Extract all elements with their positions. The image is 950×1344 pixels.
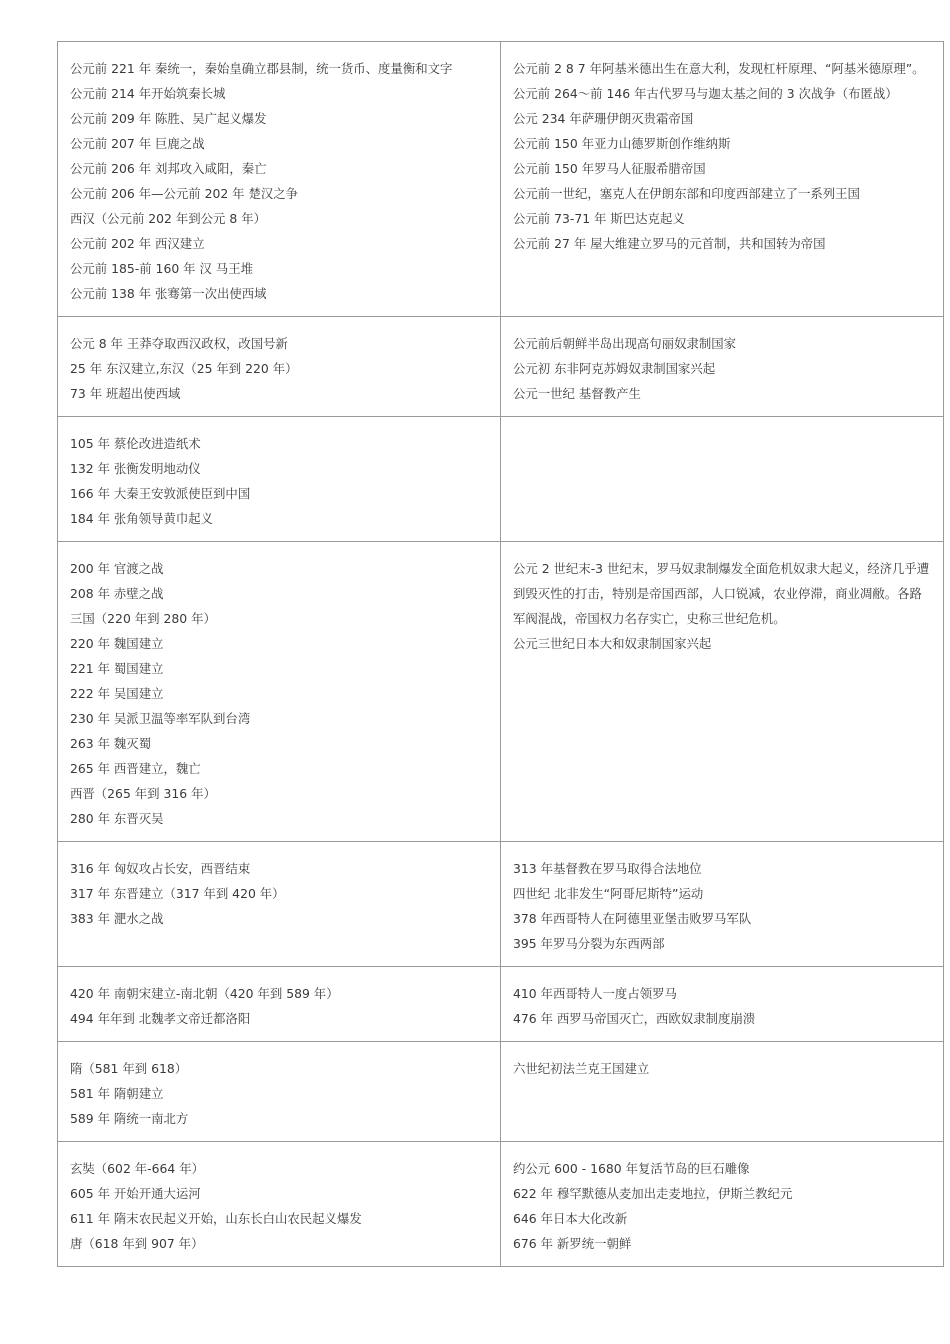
world-events-cell xyxy=(501,417,944,542)
table-row xyxy=(58,542,944,842)
event-line: 220 年 魏国建立 xyxy=(70,636,164,651)
event-line: 玄奘（602 年-664 年） xyxy=(70,1161,204,1176)
china-events-cell xyxy=(58,317,501,417)
event-line: 公元 2 世纪末-3 世纪末，罗马奴隶制爆发全面危机奴隶大起义，经济几乎遭到毁灭性的打击，特别是帝国西部，人口锐减，农业停滞，商业凋敝。各路军阀混战，帝国权力名存实亡，史称三世纪危机。 xyxy=(513,561,930,626)
table-row xyxy=(58,1042,944,1142)
event-line: 公元 8 年 王莽夺取西汉政权，改国号新 xyxy=(70,336,288,351)
table-row xyxy=(58,1142,944,1267)
event-line: 约公元 600 - 1680 年复活节岛的巨石雕像 xyxy=(513,1161,750,1176)
event-line: 三国（220 年到 280 年） xyxy=(70,611,216,626)
event-line: 581 年 隋朝建立 xyxy=(70,1086,164,1101)
event-line: 25 年 东汉建立,东汉（25 年到 220 年） xyxy=(70,361,298,376)
event-line: 132 年 张衡发明地动仪 xyxy=(70,461,201,476)
event-line: 公元一世纪 基督教产生 xyxy=(513,386,641,401)
world-events-cell xyxy=(501,542,944,842)
world-events-cell xyxy=(501,1042,944,1142)
event-line: 105 年 蔡伦改进造纸术 xyxy=(70,436,201,451)
event-line: 313 年基督教在罗马取得合法地位 xyxy=(513,861,702,876)
event-line: 公元前 207 年 巨鹿之战 xyxy=(70,136,205,151)
event-line: 589 年 隋统一南北方 xyxy=(70,1111,189,1126)
event-line: 395 年罗马分裂为东西两部 xyxy=(513,936,665,951)
event-line: 646 年日本大化改新 xyxy=(513,1211,628,1226)
event-line: 公元前 221 年 秦统一，秦始皇确立郡县制，统一货币、度量衡和文字 xyxy=(70,61,453,76)
event-line: 263 年 魏灭蜀 xyxy=(70,736,152,751)
event-line: 公元前 209 年 陈胜、吴广起义爆发 xyxy=(70,111,267,126)
event-line: 230 年 吴派卫温等率军队到台湾 xyxy=(70,711,251,726)
event-line: 公元前 150 年罗马人征服希腊帝国 xyxy=(513,161,706,176)
event-line: 383 年 淝水之战 xyxy=(70,911,164,926)
china-events-cell xyxy=(58,1142,501,1267)
event-line: 公元前 150 年亚力山德罗斯创作维纳斯 xyxy=(513,136,731,151)
event-line: 西汉（公元前 202 年到公元 8 年） xyxy=(70,211,266,226)
event-line: 公元前 206 年—公元前 202 年 楚汉之争 xyxy=(70,186,299,201)
table-row xyxy=(58,417,944,542)
event-line: 420 年 南朝宋建立-南北朝（420 年到 589 年） xyxy=(70,986,339,1001)
china-events-cell xyxy=(58,967,501,1042)
event-line: 208 年 赤壁之战 xyxy=(70,586,164,601)
event-line: 265 年 西晋建立，魏亡 xyxy=(70,761,201,776)
event-line: 410 年西哥特人一度占领罗马 xyxy=(513,986,677,1001)
event-line: 316 年 匈奴攻占长安，西晋结束 xyxy=(70,861,251,876)
event-line: 公元前 202 年 西汉建立 xyxy=(70,236,205,251)
event-line: 221 年 蜀国建立 xyxy=(70,661,164,676)
event-line: 222 年 吴国建立 xyxy=(70,686,164,701)
event-line: 六世纪初法兰克王国建立 xyxy=(513,1061,650,1076)
event-line: 676 年 新罗统一朝鲜 xyxy=(513,1236,632,1251)
event-line: 184 年 张角领导黄巾起义 xyxy=(70,511,214,526)
timeline-table xyxy=(57,41,944,1267)
world-events-cell xyxy=(501,842,944,967)
event-line: 隋（581 年到 618） xyxy=(70,1061,188,1076)
china-events-cell xyxy=(58,417,501,542)
event-line: 494 年年到 北魏孝文帝迁都洛阳 xyxy=(70,1011,251,1026)
timeline-body xyxy=(58,42,944,1267)
event-line: 200 年 官渡之战 xyxy=(70,561,164,576)
event-line: 622 年 穆罕默德从麦加出走麦地拉，伊斯兰教纪元 xyxy=(513,1186,793,1201)
event-line: 611 年 隋末农民起义开始，山东长白山农民起义爆发 xyxy=(70,1211,362,1226)
table-row xyxy=(58,967,944,1042)
china-events-cell xyxy=(58,842,501,967)
world-events-cell xyxy=(501,42,944,317)
event-line: 公元前 73-71 年 斯巴达克起义 xyxy=(513,211,685,226)
world-events-cell xyxy=(501,317,944,417)
event-line: 公元前 2 8 7 年阿基米德出生在意大利，发现杠杆原理、“阿基米德原理”。 xyxy=(513,61,925,76)
table-row xyxy=(58,317,944,417)
event-line: 公元前 185-前 160 年 汉 马王堆 xyxy=(70,261,253,276)
event-line: 605 年 开始开通大运河 xyxy=(70,1186,201,1201)
world-events-cell xyxy=(501,1142,944,1267)
event-line: 317 年 东晋建立（317 年到 420 年） xyxy=(70,886,285,901)
event-line: 166 年 大秦王安敦派使臣到中国 xyxy=(70,486,251,501)
event-line: 公元前一世纪，塞克人在伊朗东部和印度西部建立了一系列王国 xyxy=(513,186,860,201)
event-line: 公元初 东非阿克苏姆奴隶制国家兴起 xyxy=(513,361,716,376)
event-line: 公元前 206 年 刘邦攻入咸阳，秦亡 xyxy=(70,161,267,176)
table-row xyxy=(58,42,944,317)
event-line: 公元 234 年萨珊伊朗灭贵霜帝国 xyxy=(513,111,694,126)
event-line: 公元前 264～前 146 年古代罗马与迦太基之间的 3 次战争（布匿战） xyxy=(513,86,898,101)
event-line: 四世纪 北非发生“阿哥尼斯特”运动 xyxy=(513,886,704,901)
world-events-cell xyxy=(501,967,944,1042)
event-line: 公元三世纪日本大和奴隶制国家兴起 xyxy=(513,636,712,651)
event-line: 公元前 138 年 张骞第一次出使西域 xyxy=(70,286,267,301)
china-events-cell xyxy=(58,42,501,317)
china-events-cell xyxy=(58,1042,501,1142)
event-line: 唐（618 年到 907 年） xyxy=(70,1236,204,1251)
event-line: 378 年西哥特人在阿德里亚堡击败罗马军队 xyxy=(513,911,752,926)
china-events-cell xyxy=(58,542,501,842)
event-line: 西晋（265 年到 316 年） xyxy=(70,786,216,801)
event-line: 73 年 班超出使西域 xyxy=(70,386,181,401)
event-line: 公元前后朝鲜半岛出现高句丽奴隶制国家 xyxy=(513,336,737,351)
event-line: 476 年 西罗马帝国灭亡，西欧奴隶制度崩溃 xyxy=(513,1011,756,1026)
table-row xyxy=(58,842,944,967)
event-line: 280 年 东晋灭吴 xyxy=(70,811,164,826)
event-line: 公元前 214 年开始筑秦长城 xyxy=(70,86,226,101)
event-line: 公元前 27 年 屋大维建立罗马的元首制，共和国转为帝国 xyxy=(513,236,826,251)
